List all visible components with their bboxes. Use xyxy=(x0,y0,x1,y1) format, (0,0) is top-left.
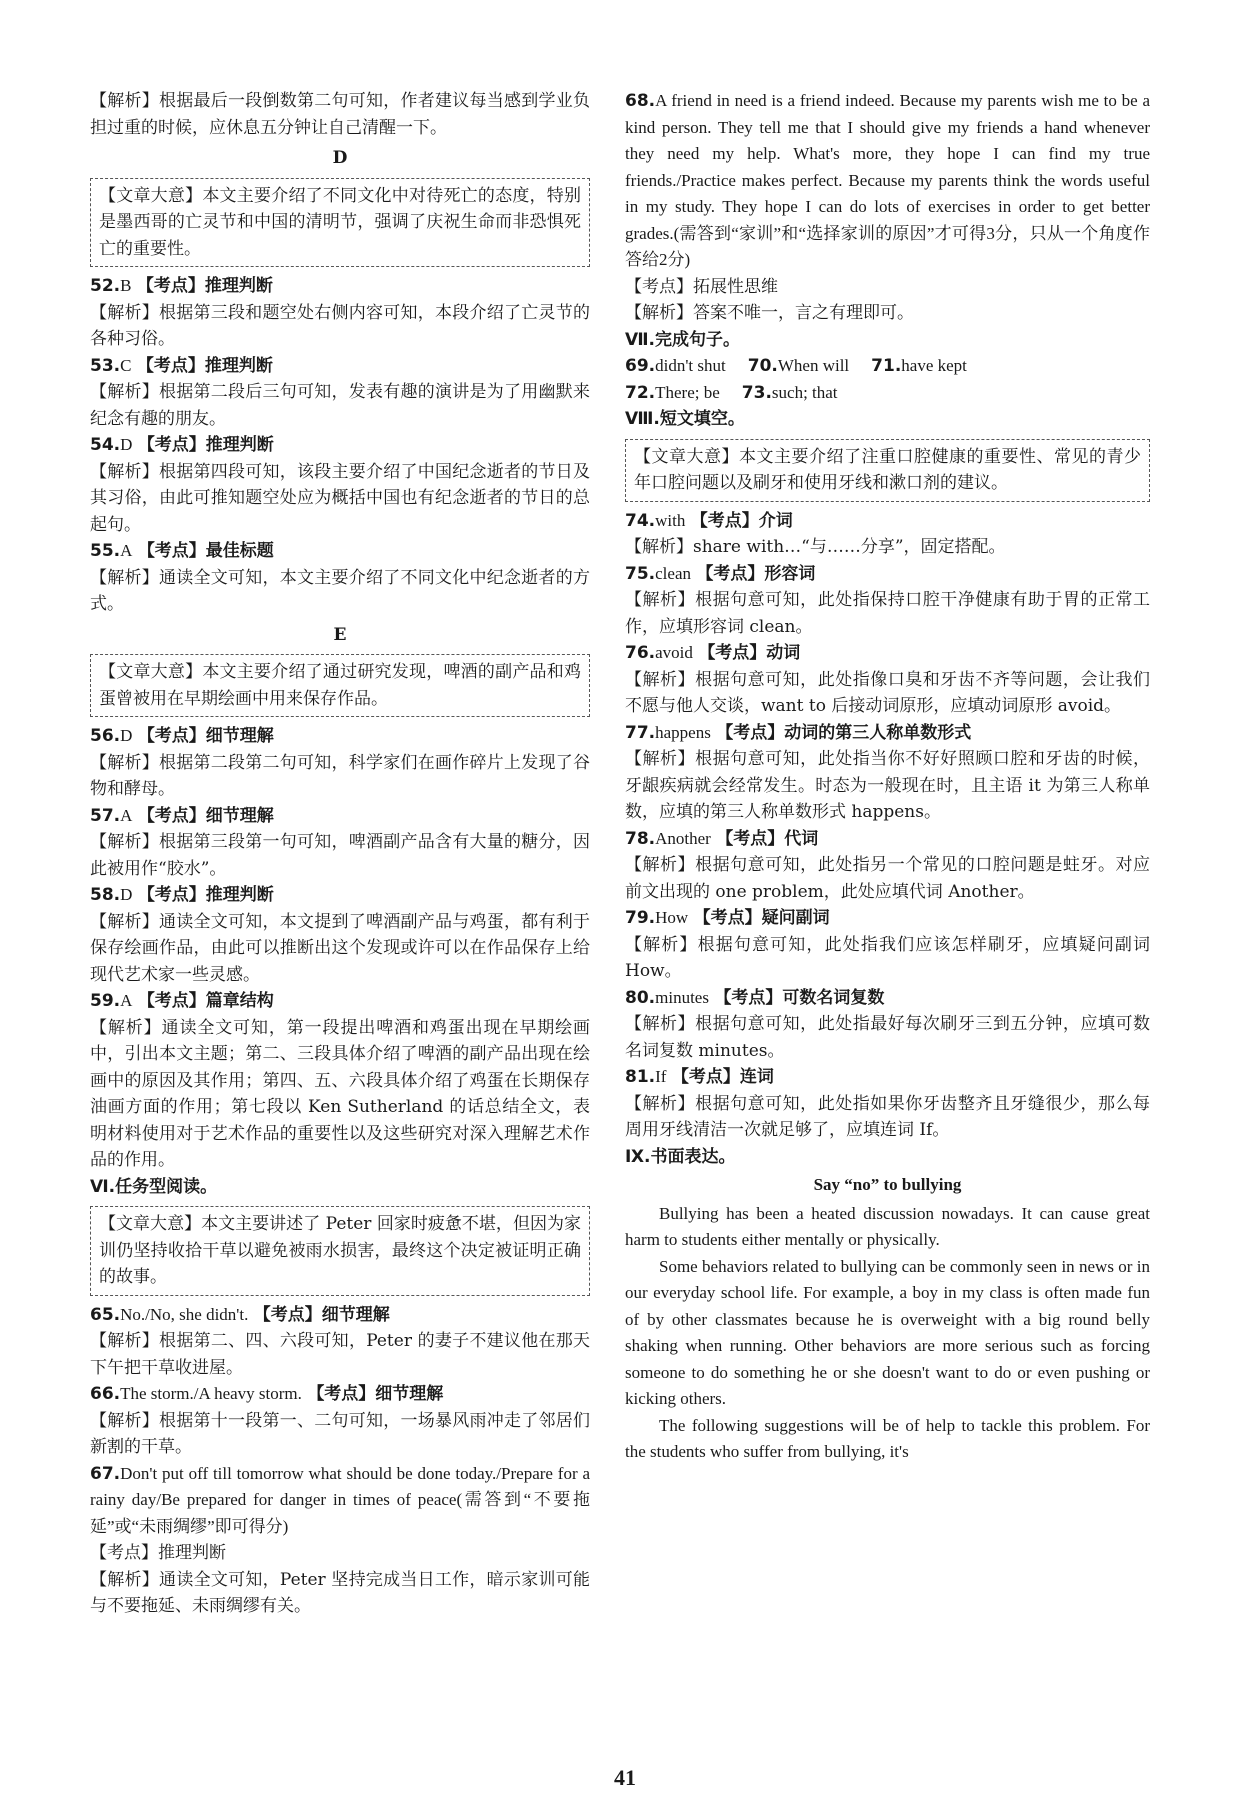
answer-text: No./No, she didn't. xyxy=(120,1304,249,1324)
section-heading: Ⅶ.完成句子。 xyxy=(625,329,741,350)
explanation-text: 【解析】通读全文可知，Peter 坚持完成当日工作，暗示家训可能与不要拖延、未雨绸缪有关。 xyxy=(90,1569,590,1616)
essay-text: Bullying has been a heated discussion nowadays. It can cause great harm to students either mentally or physically. xyxy=(625,1203,1150,1249)
summary-box xyxy=(90,1206,590,1296)
right-column xyxy=(625,88,1150,1466)
question-number: 79. xyxy=(625,908,656,928)
question-answer xyxy=(90,273,590,300)
question-answer xyxy=(625,826,1150,853)
question-answer xyxy=(90,538,590,565)
explanation-text: 【解析】通读全文可知，本文提到了啤酒副产品与鸡蛋，都有利于保存绘画作品，由此可以推断出这个发现或许可以在作品保存上给现代艺术家一些灵感。 xyxy=(90,911,590,985)
page-number: 41 xyxy=(614,1765,636,1790)
knowledge-point: 【考点】推理判断 xyxy=(136,355,273,376)
explanation-text: 【解析】通读全文可知，本文主要介绍了不同文化中纪念逝者的方式。 xyxy=(90,567,590,614)
explanation-text: 【解析】根据句意可知，此处指另一个常见的口腔问题是蛀牙。对应前文出现的 one problem，此处应填代词 Another。 xyxy=(625,855,1150,902)
question-answer xyxy=(90,353,590,380)
answer-text: D xyxy=(120,435,133,454)
question-answer xyxy=(625,720,1150,747)
explanation-text: 【考点】推理判断 xyxy=(90,1543,226,1563)
answer-text: Another xyxy=(655,828,711,848)
knowledge-point: 【考点】动词的第三人称单数形式 xyxy=(716,722,972,743)
explanation-text: 【解析】根据第二段后三句可知，发表有趣的演讲是为了用幽默来纪念有趣的朋友。 xyxy=(90,382,590,429)
question-number: 67. xyxy=(90,1463,121,1484)
answer-text: minutes xyxy=(655,987,709,1007)
question-number: 72. xyxy=(625,382,656,403)
essay-title: Say “no” to bullying xyxy=(813,1175,962,1194)
explanation-text: 【解析】根据第十一段第一、二句可知，一场暴风雨冲走了邻居们新割的干草。 xyxy=(90,1410,590,1457)
question-answer xyxy=(90,882,590,909)
question-number: 68. xyxy=(625,91,656,111)
answer-text: happens xyxy=(655,722,711,742)
essay-paragraph xyxy=(625,1201,1150,1254)
answer-text: B xyxy=(120,276,132,295)
knowledge-point: 【考点】推理判断 xyxy=(136,276,273,296)
summary-text: 【文章大意】本文主要讲述了 Peter 回家时疲惫不堪，但因为家训仍坚持收拾干草以避免被雨水损害，最终这个决定被证明正确的故事。 xyxy=(99,1214,581,1287)
question-answer xyxy=(90,432,590,459)
explanation-text: 【解析】根据第三段第一句可知，啤酒副产品含有大量的糖分，因此被用作“胶水”。 xyxy=(90,832,590,879)
question-answer xyxy=(625,88,1150,274)
question-answer xyxy=(625,905,1150,932)
knowledge-point: 【考点】最佳标题 xyxy=(137,541,274,561)
question-number: 56. xyxy=(90,726,121,746)
answer-row xyxy=(625,353,1150,380)
question-number: 80. xyxy=(625,987,656,1008)
explanation-text: 【解析】根据句意可知，此处指像口臭和牙齿不齐等问题，会让我们不愿与他人交谈，want to 后接动词原形，应填动词原形 avoid。 xyxy=(625,669,1150,716)
question-number: 54. xyxy=(90,435,121,455)
explanation-text: 【解析】根据第三段和题空处右侧内容可知，本段介绍了亡灵节的各种习俗。 xyxy=(90,302,590,349)
essay-text: Some behaviors related to bullying can be commonly seen in news or in our everyday school life. For example, a boy in my class is often made fun of by other classmates because he is overweight with a big round belly shaking when running. Other behaviors are more serious such as forcing someone to do something he or she doesn't want to do or even pushing or kicking others. xyxy=(625,1256,1150,1408)
question-answer xyxy=(625,561,1150,588)
knowledge-point: 【考点】代词 xyxy=(716,828,819,849)
question-number: 73. xyxy=(741,382,772,403)
summary-text: 【文章大意】本文主要介绍了不同文化中对待死亡的态度，特别是墨西哥的亡灵节和中国的清明节，强调了庆祝生命而非恐惧死亡的重要性。 xyxy=(99,185,581,259)
question-number: 59. xyxy=(90,991,121,1011)
question-answer xyxy=(90,1302,590,1329)
explanation-text: 【解析】根据句意可知，此处指最好每次刷牙三到五分钟，应填可数名词复数 minutes。 xyxy=(625,1014,1150,1061)
question-answer xyxy=(625,508,1150,535)
answer-text: How xyxy=(655,908,689,927)
answer-text: didn't shut xyxy=(655,356,726,375)
section-heading: Ⅷ.短文填空。 xyxy=(625,409,745,429)
question-number: 69. xyxy=(625,356,656,376)
explanation-text: 【解析】根据句意可知，此处指保持口腔干净健康有助于胃的正常工作，应填形容词 clean。 xyxy=(625,590,1150,637)
answer-row xyxy=(625,380,1150,407)
knowledge-point: 【考点】动词 xyxy=(698,643,801,663)
section-heading: Ⅵ.任务型阅读。 xyxy=(90,1176,218,1197)
question-number: 55. xyxy=(90,541,121,561)
knowledge-point: 【考点】细节理解 xyxy=(137,726,274,746)
knowledge-point: 【考点】细节理解 xyxy=(137,805,274,826)
knowledge-point: 【考点】细节理解 xyxy=(307,1384,444,1404)
question-number: 57. xyxy=(90,805,121,826)
explanation-text: 【解析】根据句意可知，此处指如果你牙齿整齐且牙缝很少，那么每周用牙线清洁一次就足够了，应填连词 If。 xyxy=(625,1093,1150,1140)
explanation-text: 【解析】通读全文可知，第一段提出啤酒和鸡蛋出现在早期绘画中，引出本文主题；第二、三段具体介绍了啤酒的副产品出现在绘画中的原因及其作用；第四、五、六段具体介绍了鸡蛋在长期保存油画方面的作用；第七段以 Ken Sutherland 的话总结全文，表明材料使用对于艺术作品的重要性以及这些研究对深入理解艺术作品的作用。 xyxy=(90,1017,590,1170)
explanation-text: 【解析】根据句意可知，此处指当你不好好照顾口腔和牙齿的时候，牙龈疾病就会经常发生。时态为一般现在时，且主语 it 为第三人称单数，应填的第三人称单数形式 happens。 xyxy=(625,749,1150,822)
explanation-text: 【考点】拓展性思维 xyxy=(625,276,778,297)
knowledge-point: 【考点】连词 xyxy=(671,1067,774,1087)
question-number: 70. xyxy=(747,356,778,376)
answer-text: clean xyxy=(655,563,691,583)
question-answer xyxy=(90,988,590,1015)
explanation-text: 【解析】根据最后一段倒数第二句可知，作者建议每当感到学业负担过重的时候，应休息五分钟让自己清醒一下。 xyxy=(90,91,590,138)
essay-paragraph xyxy=(625,1413,1150,1466)
knowledge-point: 【考点】介词 xyxy=(690,510,793,531)
explanation-text: 【解析】根据第四段可知，该段主要介绍了中国纪念逝者的节日及其习俗，由此可推知题空处应为概括中国也有纪念逝者的节日的总起句。 xyxy=(90,461,590,535)
question-number: 66. xyxy=(90,1384,121,1404)
answer-text: avoid xyxy=(655,643,693,662)
answer-text: C xyxy=(120,355,132,375)
knowledge-point: 【考点】疑问副词 xyxy=(693,908,830,928)
question-number: 58. xyxy=(90,885,121,905)
question-number: 78. xyxy=(625,828,656,849)
question-answer xyxy=(625,985,1150,1012)
question-answer xyxy=(90,723,590,750)
answer-text: A xyxy=(120,805,133,825)
question-number: 76. xyxy=(625,643,656,663)
question-number: 71. xyxy=(871,356,902,376)
knowledge-point: 【考点】细节理解 xyxy=(253,1304,390,1325)
summary-text: 【文章大意】本文主要介绍了通过研究发现，啤酒的副产品和鸡蛋曾被用在早期绘画中用来保存作品。 xyxy=(99,662,581,709)
passage-letter: E xyxy=(333,624,347,645)
question-answer xyxy=(90,803,590,830)
answer-text: D xyxy=(120,726,133,745)
knowledge-point: 【考点】可数名词复数 xyxy=(714,987,885,1008)
answer-text: with xyxy=(655,510,686,530)
question-number: 74. xyxy=(625,510,656,531)
question-number: 65. xyxy=(90,1304,121,1325)
answer-text: such; that xyxy=(771,382,838,402)
knowledge-point: 【考点】形容词 xyxy=(696,563,816,584)
answer-text: A xyxy=(120,991,133,1010)
knowledge-point: 【考点】推理判断 xyxy=(137,435,274,455)
answer-text: The storm./A heavy storm. xyxy=(120,1384,302,1403)
question-number: 53. xyxy=(90,355,121,376)
explanation-text: 【解析】答案不唯一，言之有理即可。 xyxy=(625,303,914,323)
explanation-text: 【解析】根据第二、四、六段可知，Peter 的妻子不建议他在那天下午把干草收进屋。 xyxy=(90,1331,590,1378)
passage-letter: D xyxy=(332,148,348,168)
question-answer xyxy=(625,1064,1150,1091)
summary-box xyxy=(90,654,590,717)
question-answer xyxy=(90,1381,590,1408)
summary-box xyxy=(90,178,590,268)
answer-text: Don't put off till tomorrow what should be done today./Prepare for a rainy day/Be prepared for danger in times of peace(需答到“不要拖延”或“未雨绸缪”即可得分) xyxy=(90,1463,590,1536)
answer-text: D xyxy=(120,885,133,904)
explanation-text: 【解析】根据第二段第二句可知，科学家们在画作碎片上发现了谷物和酵母。 xyxy=(90,752,590,799)
essay-paragraph xyxy=(625,1254,1150,1413)
question-number: 81. xyxy=(625,1067,656,1087)
answer-text: A friend in need is a friend indeed. Because my parents wish me to be a kind person. They tell me that I should give my friends a hand whenever they need my help. What's more, they hope I can find my true friends./Practice makes perfect. Because my parents think the words useful in my study. They hope I can do lots of exercises in order to get better grades.(需答到“家训”和“选择家训的原因”才可得3分，只从一个角度作答给2分) xyxy=(625,91,1150,269)
knowledge-point: 【考点】推理判断 xyxy=(137,885,274,905)
knowledge-point: 【考点】篇章结构 xyxy=(137,991,274,1011)
summary-box xyxy=(625,439,1150,502)
question-number: 77. xyxy=(625,722,656,743)
answer-text: When will xyxy=(777,356,850,375)
question-answer xyxy=(90,1461,590,1541)
question-number: 75. xyxy=(625,563,656,584)
answer-text: If xyxy=(655,1067,667,1086)
left-column xyxy=(90,88,590,1620)
section-heading: Ⅸ.书面表达。 xyxy=(625,1146,736,1167)
answer-text: have kept xyxy=(901,356,967,375)
answer-text: A xyxy=(120,541,133,560)
summary-text: 【文章大意】本文主要介绍了注重口腔健康的重要性、常见的青少年口腔问题以及刷牙和使用牙线和漱口剂的建议。 xyxy=(634,446,1141,493)
explanation-text: 【解析】share with…“与……分享”，固定搭配。 xyxy=(625,537,1006,557)
essay-text: The following suggestions will be of help to tackle this problem. For the students who suffer from bullying, it's xyxy=(625,1415,1150,1461)
question-answer xyxy=(625,640,1150,667)
explanation-text: 【解析】根据句意可知，此处指我们应该怎样刷牙，应填疑问副词 How。 xyxy=(625,934,1150,981)
question-number: 52. xyxy=(90,276,121,296)
answer-text: There; be xyxy=(655,382,720,402)
